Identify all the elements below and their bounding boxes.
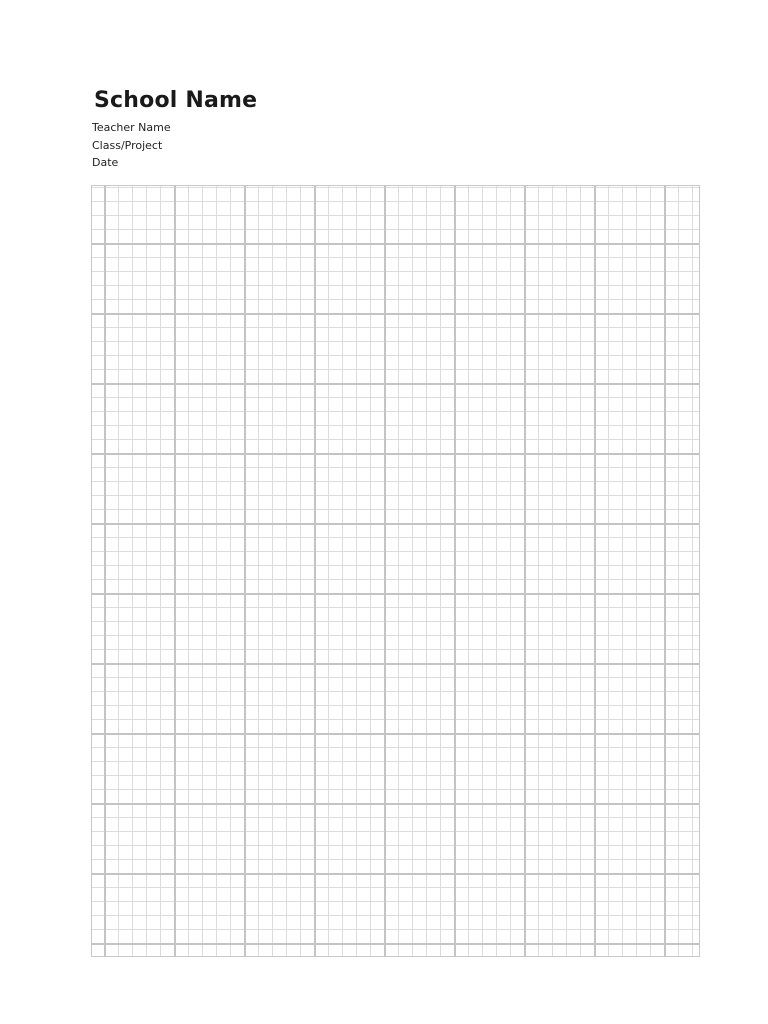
class-project-label: Class/Project — [92, 138, 163, 152]
teacher-name-label: Teacher Name — [92, 121, 171, 134]
date-label: Date — [92, 156, 119, 169]
page-header — [92, 86, 257, 172]
graph-grid — [91, 185, 700, 957]
school-name-title: School Name — [94, 88, 258, 113]
